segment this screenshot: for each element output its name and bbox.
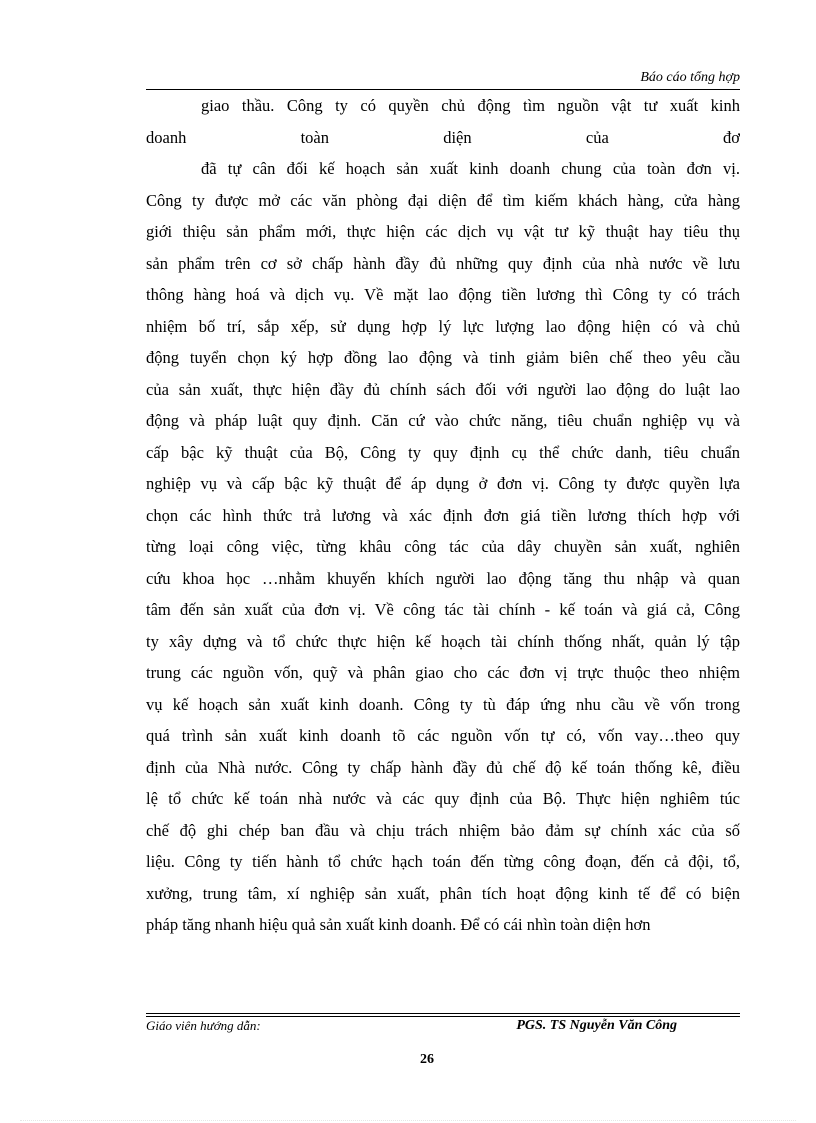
advisor-label: Giáo viên hướng dẫn: (146, 1018, 261, 1033)
body-line: nghiệp vụ và cấp bậc kỹ thuật để áp dụng ở đơn vị. Công ty được quyền lựa (146, 474, 740, 493)
body-line: lệ tổ chức kế toán nhà nước và các quy định của Bộ. Thực hiện nghiêm túc (146, 789, 740, 808)
body-text (146, 90, 740, 941)
body-line: đã tự cân đối kế hoạch sản xuất kinh doanh chung của toàn đơn vị. (201, 159, 740, 178)
body-line: từng loại công việc, từng khâu công tác của dây chuyền sản xuất, nghiên (146, 537, 740, 556)
body-line: vụ kế hoạch sản xuất kinh doanh. Công ty tù đáp ứng nhu cầu về vốn trong (146, 694, 740, 714)
body-line: pháp tăng nhanh hiệu quả sản xuất kinh doanh. Để có cái nhìn toàn diện hơn (146, 915, 651, 934)
body-line: quá trình sản xuất kinh doanh tõ các nguồn vốn tự có, vốn vay…theo quy (146, 726, 740, 745)
body-line: doanh toàn diện của đơ (146, 127, 740, 147)
body-line: chọn các hình thức trả lương và xác định đơn giá tiền lương thích hợp với (146, 505, 740, 525)
body-line: động tuyển chọn ký hợp đồng lao động và tinh giảm biên chế theo yêu cầu (146, 348, 740, 367)
body-line: giới thiệu sản phẩm mới, thực hiện các dịch vụ vật tư kỹ thuật hay tiêu thụ (146, 222, 740, 241)
body-line: thông hàng hoá và dịch vụ. Về mặt lao động tiền lương thì Công ty có trách (146, 285, 740, 304)
page-edge-border (20, 1120, 796, 1121)
header-title: Báo cáo tổng hợp (640, 70, 740, 85)
body-line: liệu. Công ty tiến hành tổ chức hạch toán đến từng công đoạn, đến cả đội, tổ, (146, 852, 740, 871)
body-line: trung các nguồn vốn, quỹ và phân giao cho các đơn vị trực thuộc theo nhiệm (146, 663, 740, 682)
advisor-name: PGS. TS Nguyễn Văn Công (516, 1018, 677, 1033)
body-line: cứu khoa học …nhằm khuyến khích người lao động tăng thu nhập và quan (146, 568, 740, 588)
body-line: xưởng, trung tâm, xí nghiệp sản xuất, phân tích hoạt động kinh tế để có biện (146, 883, 740, 903)
body-line: nhiệm bố trí, sắp xếp, sử dụng hợp lý lực lượng lao động hiện có và chủ (146, 316, 740, 336)
footer-rule (146, 1016, 740, 1017)
body-line: cấp bậc kỹ thuật của Bộ, Công ty quy định cụ thể chức danh, tiêu chuẩn (146, 442, 740, 462)
page-number: 26 (420, 1052, 434, 1064)
body-line: giao thầu. Công ty có quyền chủ động tìm nguồn vật tư xuất kinh (201, 96, 740, 115)
body-line: sản phẩm trên cơ sở chấp hành đầy đủ những quy định của nhà nước về lưu (146, 253, 740, 273)
body-line: chế độ ghi chép ban đầu và chịu trách nhiệm bảo đảm sự chính xác của số (146, 820, 740, 840)
body-line: của sản xuất, thực hiện đầy đủ chính sách đối với người lao động do luật lao (146, 379, 740, 399)
body-line: định của Nhà nước. Công ty chấp hành đầy đủ chế độ kế toán thống kê, điều (146, 757, 740, 777)
body-line: tâm đến sản xuất của đơn vị. Về công tác tài chính - kế toán và giá cả, Công (146, 600, 740, 619)
footer-rule (146, 1013, 740, 1014)
body-line: động và pháp luật quy định. Căn cứ vào chức năng, tiêu chuẩn nghiệp vụ và (146, 411, 740, 430)
body-line: ty xây dựng và tổ chức thực hiện kế hoạch tài chính thống nhất, quản lý tập (146, 631, 740, 651)
body-line: Công ty được mở các văn phòng đại diện để tìm kiếm khách hàng, cửa hàng (146, 190, 740, 210)
